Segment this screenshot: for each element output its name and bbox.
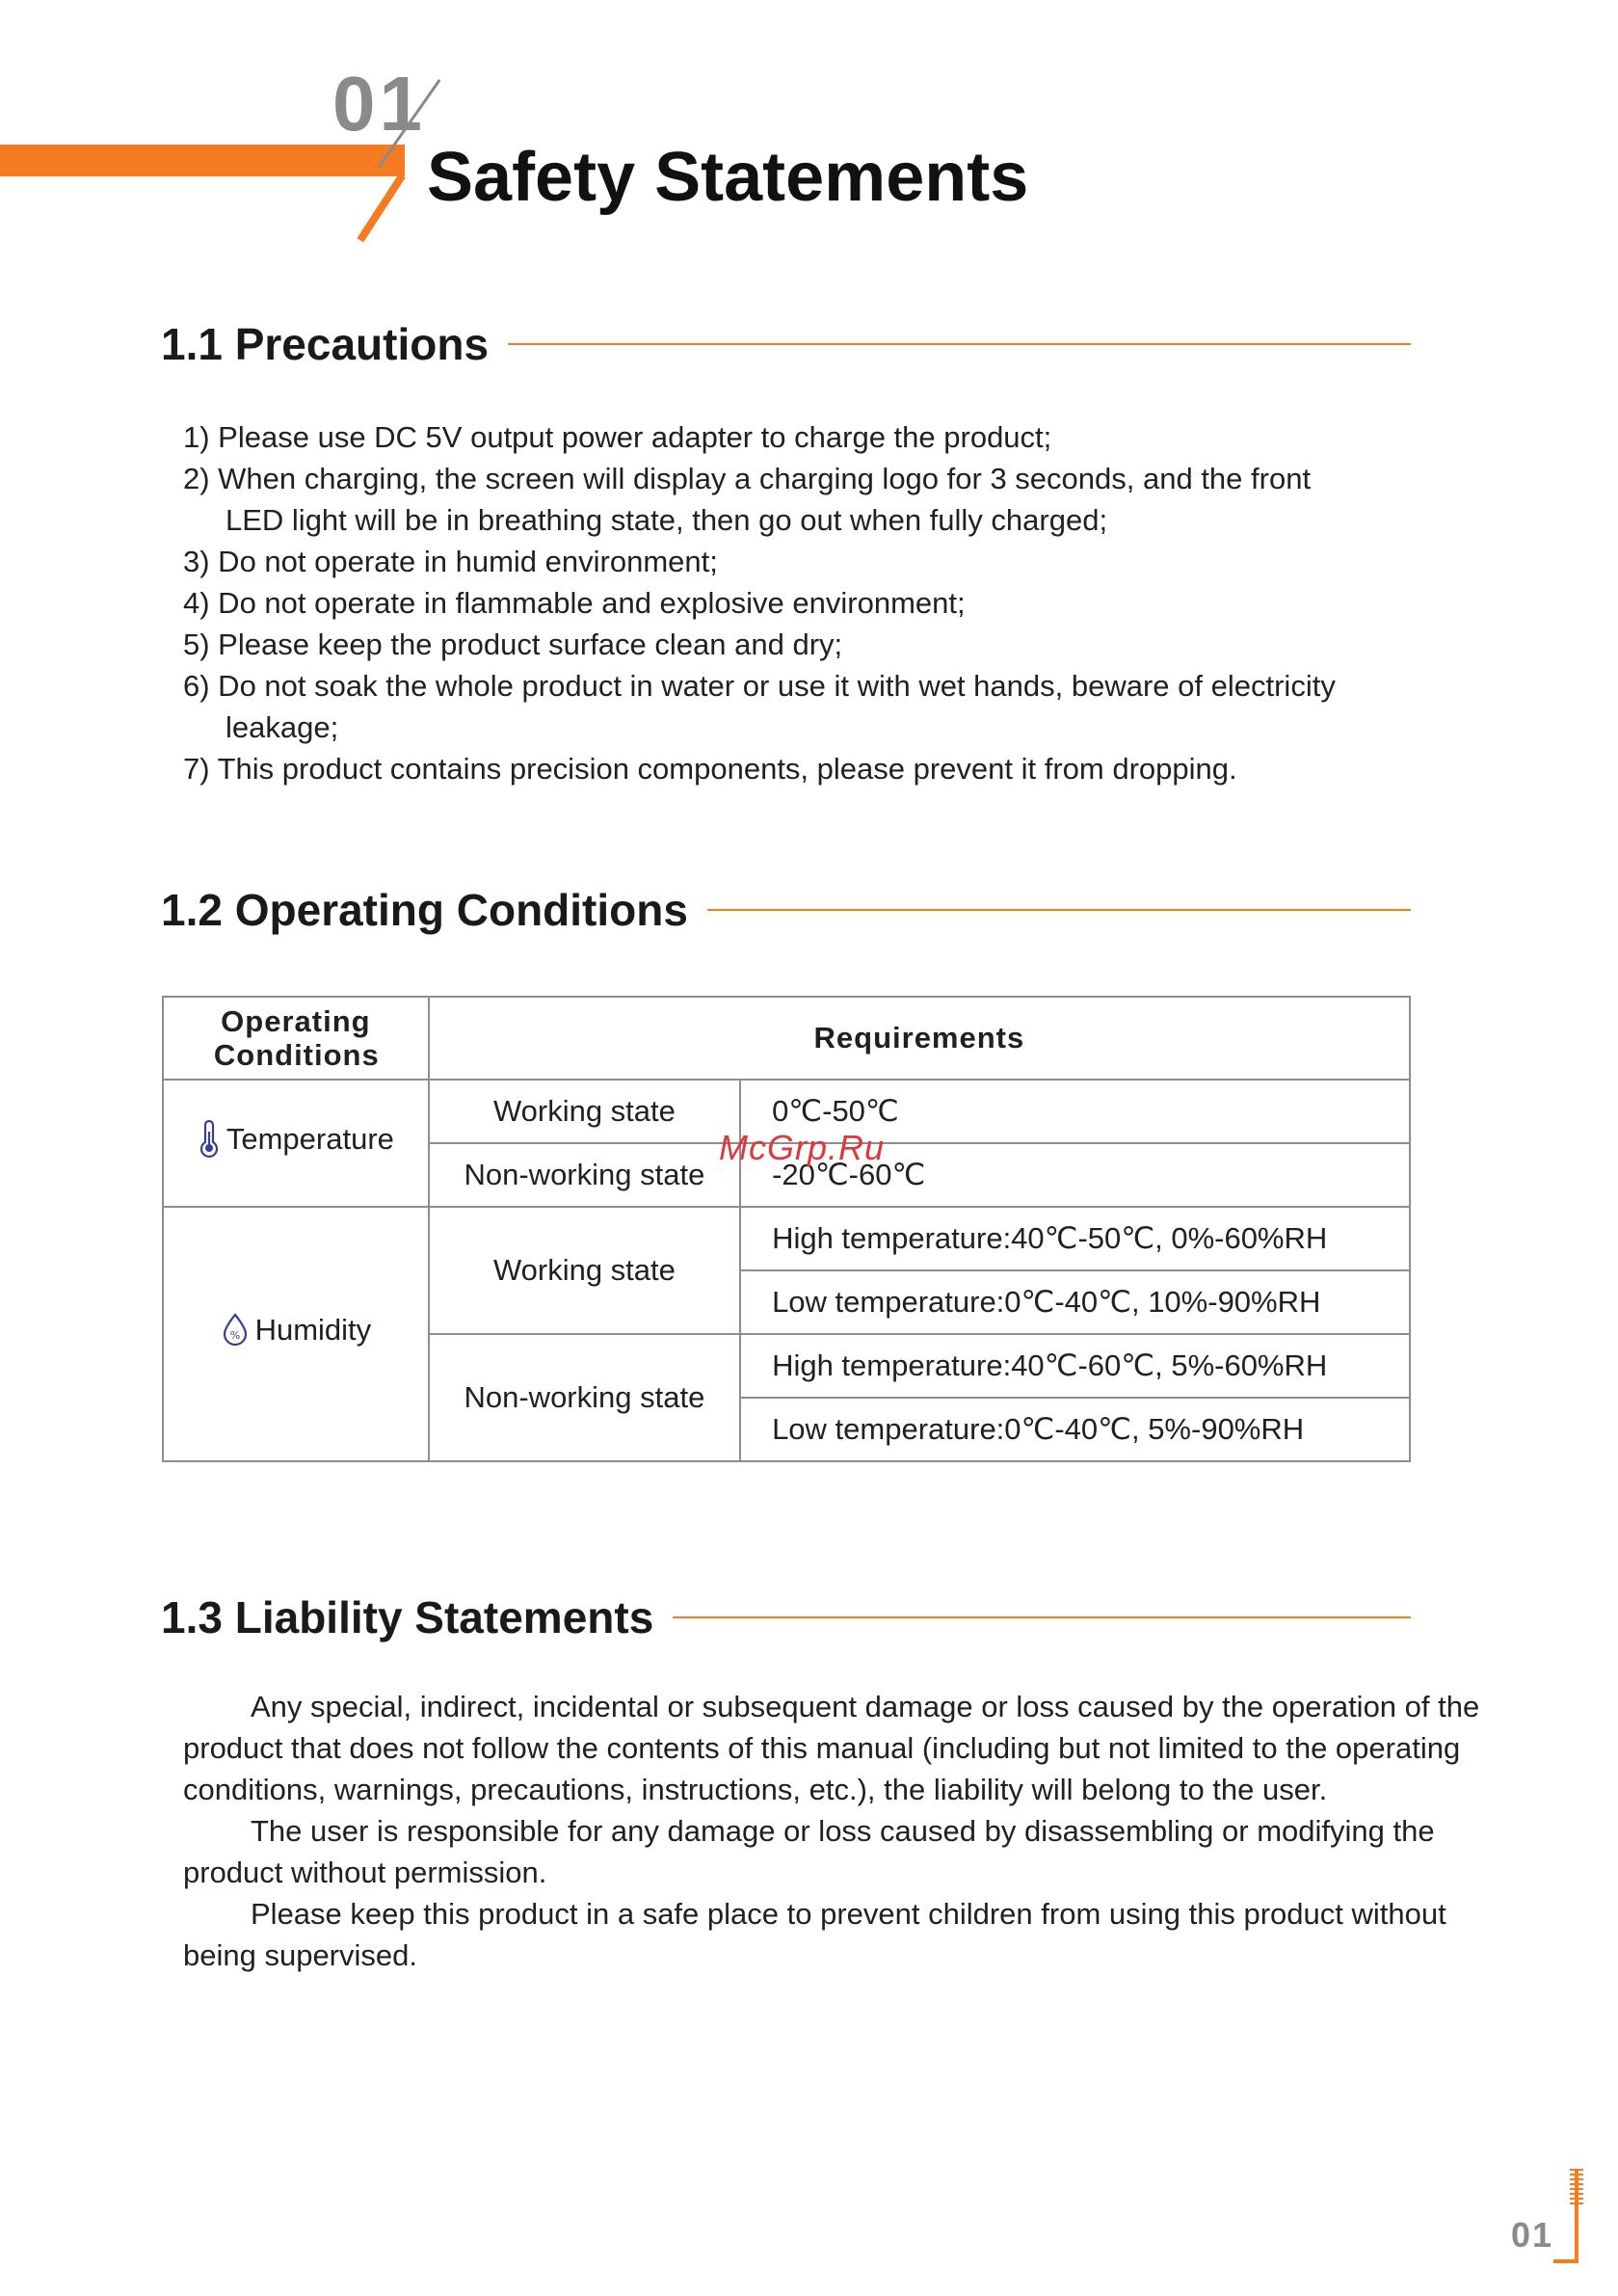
liability-paragraph: Any special, indirect, incidental or subsequent damage or loss caused by the operation of the product that does not follow the contents of this manual (including but not limited to the operating conditions, warnings, precautions, instructions, etc.), the liability will belong to the user. [183, 1690, 1480, 1806]
precautions-heading-text: 1.1 Precautions [161, 319, 490, 369]
operating-heading [161, 884, 1411, 936]
humidity-working-high: High temperature:40℃-50℃, 0%-60%RH [740, 1207, 1410, 1270]
liability-paragraphs [183, 1686, 1503, 1976]
precautions-heading-rule [508, 343, 1411, 345]
operating-heading-text: 1.2 Operating Conditions [161, 885, 688, 935]
humidity-label: Humidity [254, 1313, 372, 1347]
humidity-nonworking-low: Low temperature:0℃-40℃, 5%-90%RH [740, 1398, 1410, 1461]
header-requirements: Requirements [429, 997, 1410, 1080]
table-row [163, 1207, 1410, 1270]
precautions-heading [161, 318, 1411, 370]
liability-paragraph: Please keep this product in a safe place to prevent children from using this product without being supervised. [183, 1897, 1446, 1972]
humidity-drop-icon [221, 1313, 250, 1348]
list-item: 7) This product contains precision components, please prevent it from dropping. [183, 752, 1237, 786]
liability-heading [161, 1591, 1411, 1643]
list-item: 5) Please keep the product surface clean and dry; [183, 627, 843, 661]
humidity-working-low: Low temperature:0℃-40℃, 10%-90%RH [740, 1270, 1410, 1334]
operating-heading-rule [707, 909, 1411, 911]
chapter-number: 01 [332, 61, 426, 147]
list-item: 1) Please use DC 5V output power adapter to charge the product; [183, 420, 1052, 454]
temperature-nonworking-value: -20℃-60℃ [740, 1143, 1410, 1207]
temperature-label: Temperature [225, 1122, 394, 1156]
temperature-working-value: 0℃-50℃ [740, 1080, 1410, 1143]
temperature-working-state: Working state [429, 1080, 740, 1143]
liability-heading-rule [673, 1616, 1411, 1618]
humidity-working-state: Working state [429, 1207, 740, 1334]
list-item: LED light will be in breathing state, then go out when fully charged; [225, 503, 1108, 537]
list-item: 3) Do not operate in humid environment; [183, 545, 718, 578]
page-number: 01 [1511, 2215, 1554, 2255]
chapter-title: Safety Statements [427, 139, 1029, 216]
header-orange-slash [357, 174, 405, 242]
list-item: 4) Do not operate in flammable and explosive environment; [183, 586, 966, 620]
list-item: 2) When charging, the screen will display a charging logo for 3 seconds, and the front [183, 462, 1312, 495]
header-orange-bar [0, 145, 405, 176]
humidity-nonworking-state: Non-working state [429, 1334, 740, 1461]
thermometer-icon [198, 1120, 221, 1159]
precautions-list [183, 416, 1503, 789]
liability-paragraph: The user is responsible for any damage or loss caused by disassembling or modifying the product without permission. [183, 1814, 1435, 1889]
list-item: leakage; [225, 710, 339, 744]
liability-heading-text: 1.3 Liability Statements [161, 1592, 654, 1642]
humidity-nonworking-high: High temperature:40℃-60℃, 5%-60%RH [740, 1334, 1410, 1398]
page-corner-bracket [1575, 2169, 1578, 2263]
svg-text:%: % [229, 1329, 240, 1342]
watermark: McGrp.Ru [719, 1128, 886, 1167]
list-item: 6) Do not soak the whole product in water or use it with wet hands, beware of electricity [183, 669, 1336, 703]
temperature-cell [163, 1080, 429, 1207]
header-operating-conditions: Operating Conditions [163, 997, 429, 1080]
table-header-row [163, 997, 1410, 1080]
page-corner-bracket-base [1553, 2259, 1578, 2263]
operating-conditions-table [162, 996, 1411, 1462]
humidity-cell [163, 1207, 429, 1461]
temperature-nonworking-state: Non-working state [429, 1143, 740, 1207]
